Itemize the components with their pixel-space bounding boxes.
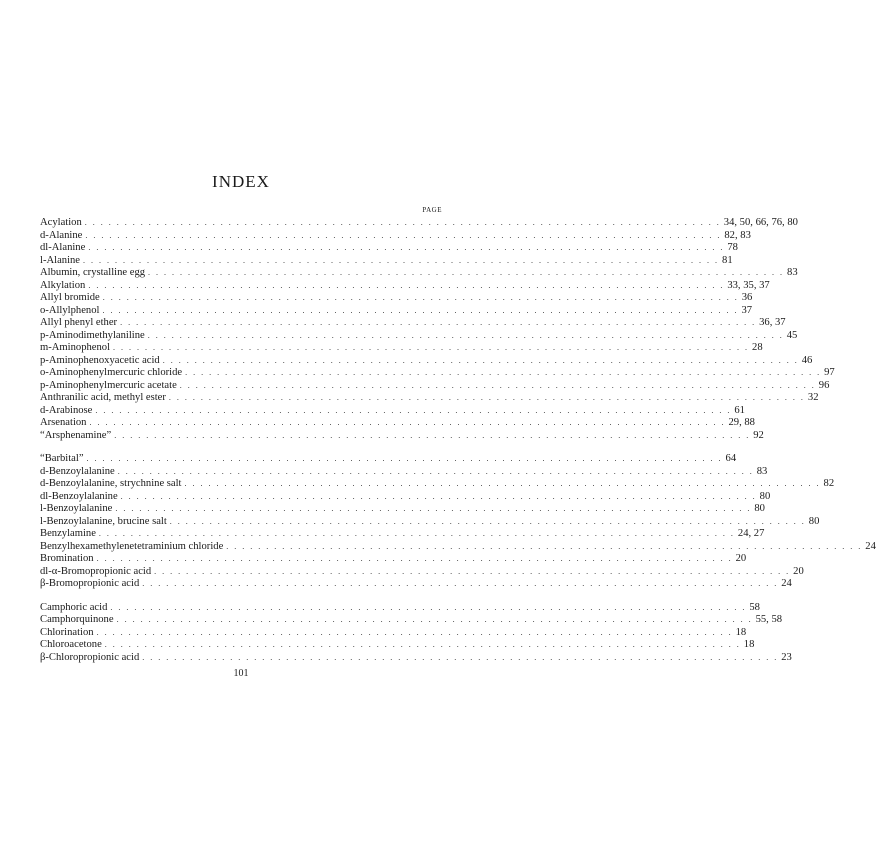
index-term: l-Benzoylalanine <box>40 503 113 514</box>
dot-leader: . . . . . . . . . . . . . . . . . . . . . . . . . . . . . . . . . . . . . . . . . . . . . . . . . . . . . . . . . . . . . . . . . . . . . . . . . . . . . . . . <box>179 380 816 390</box>
index-entry <box>40 242 738 255</box>
index-entry <box>40 417 755 430</box>
index-term: m-Aminophenol <box>40 342 111 353</box>
dot-leader: . . . . . . . . . . . . . . . . . . . . . . . . . . . . . . . . . . . . . . . . . . . . . . . . . . . . . . . . . . . . . . . . . . . . . . . . . . . . . . . . <box>83 255 720 265</box>
index-term: Anthranilic acid, methyl ester <box>40 392 166 403</box>
index-entries <box>40 217 876 664</box>
index-entry <box>40 565 804 579</box>
index-term: “Arsphenamine” <box>40 429 112 441</box>
dot-leader: . . . . . . . . . . . . . . . . . . . . . . . . . . . . . . . . . . . . . . . . . . . . . . . . . . . . . . . . . . . . . . . . . . . . . . . . . . . . . . . . <box>226 541 863 551</box>
index-entry <box>40 429 764 443</box>
index-entry <box>40 217 798 230</box>
dot-leader: . . . . . . . . . . . . . . . . . . . . . . . . . . . . . . . . . . . . . . . . . . . . . . . . . . . . . . . . . . . . . . . . . . . . . . . . . . . . . . . . <box>147 330 784 340</box>
index-term: Camphoric acid <box>40 601 108 613</box>
dot-leader: . . . . . . . . . . . . . . . . . . . . . . . . . . . . . . . . . . . . . . . . . . . . . . . . . . . . . . . . . . . . . . . . . . . . . . . . . . . . . . . . <box>110 602 747 612</box>
index-term: Allyl phenyl ether <box>40 317 118 328</box>
index-term: p-Aminodimethylaniline <box>40 329 145 341</box>
index-term: o-Allylphenol <box>40 304 100 316</box>
index-pages: 18 <box>743 639 755 650</box>
index-pages: 55, 58 <box>755 614 783 625</box>
dot-leader: . . . . . . . . . . . . . . . . . . . . . . . . . . . . . . . . . . . . . . . . . . . . . . . . . . . . . . . . . . . . . . . . . . . . . . . . . . . . . . . . <box>102 293 739 302</box>
index-group <box>40 217 835 442</box>
index-term: Arsenation <box>40 417 87 428</box>
index-entry <box>40 392 819 405</box>
index-entry <box>40 367 835 380</box>
index-entry <box>40 515 820 529</box>
dot-leader: . . . . . . . . . . . . . . . . . . . . . . . . . . . . . . . . . . . . . . . . . . . . . . . . . . . . . . . . . . . . . . . . . . . . . . . . . . . . . . . . <box>120 491 757 501</box>
index-pages: 24, 27 <box>737 528 765 539</box>
index-entry <box>40 578 792 591</box>
index-entry <box>40 490 771 504</box>
index-pages: 32 <box>807 392 819 403</box>
index-pages: 24 <box>865 540 876 552</box>
index-entry <box>40 478 835 491</box>
index-pages: 97 <box>824 367 835 378</box>
dot-leader: . . . . . . . . . . . . . . . . . . . . . . . . . . . . . . . . . . . . . . . . . . . . . . . . . . . . . . . . . . . . . . . . . . . . . . . . . . . . . . . . <box>142 652 779 662</box>
index-entry <box>40 267 798 280</box>
index-pages: 36, 37 <box>759 317 786 328</box>
index-term: d-Benzoylalanine, strychnine salt <box>40 478 182 489</box>
dot-leader: . . . . . . . . . . . . . . . . . . . . . . . . . . . . . . . . . . . . . . . . . . . . . . . . . . . . . . . . . . . . . . . . . . . . . . . . . . . . . . . . <box>116 615 753 624</box>
index-entry <box>40 292 753 305</box>
index-term: p-Aminophenoxyacetic acid <box>40 354 160 366</box>
dot-leader: . . . . . . . . . . . . . . . . . . . . . . . . . . . . . . . . . . . . . . . . . . . . . . . . . . . . . . . . . . . . . . . . . . . . . . . . . . . . . . . . <box>142 579 779 588</box>
dot-leader: . . . . . . . . . . . . . . . . . . . . . . . . . . . . . . . . . . . . . . . . . . . . . . . . . . . . . . . . . . . . . . . . . . . . . . . . . . . . . . . . <box>86 454 723 463</box>
dot-leader: . . . . . . . . . . . . . . . . . . . . . . . . . . . . . . . . . . . . . . . . . . . . . . . . . . . . . . . . . . . . . . . . . . . . . . . . . . . . . . . . <box>96 554 733 563</box>
index-term: Albumin, crystalline egg <box>40 267 146 278</box>
dot-leader: . . . . . . . . . . . . . . . . . . . . . . . . . . . . . . . . . . . . . . . . . . . . . . . . . . . . . . . . . . . . . . . . . . . . . . . . . . . . . . . . <box>120 318 757 327</box>
index-pages: 33, 35, 37 <box>727 279 770 291</box>
index-term: Camphorquinone <box>40 614 114 625</box>
index-term: Benzylamine <box>40 528 96 539</box>
index-term: l-Alanine <box>40 254 81 266</box>
index-term: β-Bromopropionic acid <box>40 578 140 589</box>
dot-leader: . . . . . . . . . . . . . . . . . . . . . . . . . . . . . . . . . . . . . . . . . . . . . . . . . . . . . . . . . . . . . . . . . . . . . . . . . . . . . . . . <box>154 566 791 576</box>
index-entry <box>40 354 813 368</box>
index-term: Acylation <box>40 217 82 228</box>
index-pages: 81 <box>722 254 733 266</box>
dot-leader: . . . . . . . . . . . . . . . . . . . . . . . . . . . . . . . . . . . . . . . . . . . . . . . . . . . . . . . . . . . . . . . . . . . . . . . . . . . . . . . . <box>169 516 806 526</box>
dot-leader: . . . . . . . . . . . . . . . . . . . . . . . . . . . . . . . . . . . . . . . . . . . . . . . . . . . . . . . . . . . . . . . . . . . . . . . . . . . . . . . . <box>84 218 721 227</box>
index-pages: 28 <box>752 342 763 353</box>
page-column-label: PAGE <box>422 206 442 214</box>
index-pages: 82, 83 <box>724 229 751 241</box>
index-entry <box>40 540 876 554</box>
index-entry <box>40 465 768 479</box>
index-entry <box>40 404 745 418</box>
index-pages: 80 <box>808 515 820 527</box>
index-pages: 18 <box>735 626 747 638</box>
index-pages: 80 <box>759 490 771 502</box>
dot-leader: . . . . . . . . . . . . . . . . . . . . . . . . . . . . . . . . . . . . . . . . . . . . . . . . . . . . . . . . . . . . . . . . . . . . . . . . . . . . . . . . <box>96 627 733 637</box>
index-term: Bromination <box>40 553 94 564</box>
index-term: Allyl bromide <box>40 292 100 303</box>
index-group <box>40 601 792 665</box>
dot-leader: . . . . . . . . . . . . . . . . . . . . . . . . . . . . . . . . . . . . . . . . . . . . . . . . . . . . . . . . . . . . . . . . . . . . . . . . . . . . . . . . <box>185 368 822 377</box>
page-number: 101 <box>233 668 249 679</box>
dot-leader: . . . . . . . . . . . . . . . . . . . . . . . . . . . . . . . . . . . . . . . . . . . . . . . . . . . . . . . . . . . . . . . . . . . . . . . . . . . . . . . . <box>95 405 732 415</box>
index-pages: 37 <box>741 304 753 316</box>
dot-leader: . . . . . . . . . . . . . . . . . . . . . . . . . . . . . . . . . . . . . . . . . . . . . . . . . . . . . . . . . . . . . . . . . . . . . . . . . . . . . . . . <box>104 640 741 649</box>
index-group <box>40 453 876 591</box>
index-term: dl-Benzoylalanine <box>40 490 118 502</box>
index-term: dl-Alanine <box>40 242 86 253</box>
index-term: Chloroacetone <box>40 639 102 650</box>
index-term: dl-α-Bromopropionic acid <box>40 565 152 577</box>
dot-leader: . . . . . . . . . . . . . . . . . . . . . . . . . . . . . . . . . . . . . . . . . . . . . . . . . . . . . . . . . . . . . . . . . . . . . . . . . . . . . . . . <box>148 268 785 277</box>
index-pages: 78 <box>727 242 738 253</box>
index-pages: 92 <box>753 429 764 441</box>
index-entry <box>40 329 798 343</box>
dot-leader: . . . . . . . . . . . . . . . . . . . . . . . . . . . . . . . . . . . . . . . . . . . . . . . . . . . . . . . . . . . . . . . . . . . . . . . . . . . . . . . . <box>102 305 739 315</box>
dot-leader: . . . . . . . . . . . . . . . . . . . . . . . . . . . . . . . . . . . . . . . . . . . . . . . . . . . . . . . . . . . . . . . . . . . . . . . . . . . . . . . . <box>88 243 725 252</box>
index-pages: 80 <box>754 503 765 514</box>
index-pages: 23 <box>781 651 792 663</box>
index-entry <box>40 614 783 627</box>
index-page <box>40 172 876 679</box>
index-term: β-Chloropropionic acid <box>40 651 140 663</box>
index-entry <box>40 503 765 516</box>
dot-leader: . . . . . . . . . . . . . . . . . . . . . . . . . . . . . . . . . . . . . . . . . . . . . . . . . . . . . . . . . . . . . . . . . . . . . . . . . . . . . . . . <box>113 343 750 352</box>
dot-leader: . . . . . . . . . . . . . . . . . . . . . . . . . . . . . . . . . . . . . . . . . . . . . . . . . . . . . . . . . . . . . . . . . . . . . . . . . . . . . . . . <box>98 529 735 538</box>
index-pages: 34, 50, 66, 76, 80 <box>723 217 798 228</box>
index-entry <box>40 304 753 318</box>
index-entry <box>40 379 830 393</box>
index-term: Chlorination <box>40 626 94 638</box>
dot-leader: . . . . . . . . . . . . . . . . . . . . . . . . . . . . . . . . . . . . . . . . . . . . . . . . . . . . . . . . . . . . . . . . . . . . . . . . . . . . . . . . <box>184 479 821 488</box>
index-term: Alkylation <box>40 279 86 291</box>
index-term: d-Benzoylalanine <box>40 465 115 477</box>
index-term: “Barbital” <box>40 453 84 464</box>
index-entry <box>40 626 747 640</box>
index-entry <box>40 601 760 615</box>
index-pages: 96 <box>818 379 830 391</box>
index-entry <box>40 254 733 268</box>
index-term: d-Alanine <box>40 229 83 241</box>
index-pages: 83 <box>787 267 798 278</box>
index-entry <box>40 229 751 243</box>
index-entry <box>40 342 763 355</box>
dot-leader: . . . . . . . . . . . . . . . . . . . . . . . . . . . . . . . . . . . . . . . . . . . . . . . . . . . . . . . . . . . . . . . . . . . . . . . . . . . . . . . . <box>89 418 726 427</box>
index-pages: 24 <box>781 578 792 589</box>
index-term: l-Benzoylalanine, brucine salt <box>40 515 167 527</box>
index-pages: 58 <box>749 601 760 613</box>
index-pages: 82 <box>823 478 835 489</box>
index-pages: 83 <box>756 465 768 477</box>
index-term: Benzylhexamethylenetetraminium chloride <box>40 540 224 552</box>
index-entry <box>40 651 792 665</box>
index-term: o-Aminophenylmercuric chloride <box>40 367 183 378</box>
index-pages: 45 <box>786 329 798 341</box>
dot-leader: . . . . . . . . . . . . . . . . . . . . . . . . . . . . . . . . . . . . . . . . . . . . . . . . . . . . . . . . . . . . . . . . . . . . . . . . . . . . . . . . <box>168 393 805 402</box>
index-pages: 20 <box>735 553 747 564</box>
index-pages: 29, 88 <box>728 417 755 428</box>
page-title: INDEX <box>212 172 270 191</box>
index-pages: 61 <box>734 404 745 416</box>
index-entry <box>40 639 755 652</box>
index-entry <box>40 279 770 293</box>
index-entry <box>40 553 747 566</box>
index-term: p-Aminophenylmercuric acetate <box>40 379 177 391</box>
index-pages: 46 <box>801 354 813 366</box>
index-pages: 36 <box>741 292 753 303</box>
dot-leader: . . . . . . . . . . . . . . . . . . . . . . . . . . . . . . . . . . . . . . . . . . . . . . . . . . . . . . . . . . . . . . . . . . . . . . . . . . . . . . . . <box>88 280 725 290</box>
dot-leader: . . . . . . . . . . . . . . . . . . . . . . . . . . . . . . . . . . . . . . . . . . . . . . . . . . . . . . . . . . . . . . . . . . . . . . . . . . . . . . . . <box>162 355 799 365</box>
dot-leader: . . . . . . . . . . . . . . . . . . . . . . . . . . . . . . . . . . . . . . . . . . . . . . . . . . . . . . . . . . . . . . . . . . . . . . . . . . . . . . . . <box>117 466 754 476</box>
index-pages: 20 <box>793 565 804 577</box>
index-entry <box>40 453 737 466</box>
dot-leader: . . . . . . . . . . . . . . . . . . . . . . . . . . . . . . . . . . . . . . . . . . . . . . . . . . . . . . . . . . . . . . . . . . . . . . . . . . . . . . . . <box>85 230 722 240</box>
index-term: d-Arabinose <box>40 404 93 416</box>
index-entry <box>40 528 765 541</box>
index-entry <box>40 317 786 330</box>
index-pages: 64 <box>725 453 737 464</box>
dot-leader: . . . . . . . . . . . . . . . . . . . . . . . . . . . . . . . . . . . . . . . . . . . . . . . . . . . . . . . . . . . . . . . . . . . . . . . . . . . . . . . . <box>114 430 751 440</box>
dot-leader: . . . . . . . . . . . . . . . . . . . . . . . . . . . . . . . . . . . . . . . . . . . . . . . . . . . . . . . . . . . . . . . . . . . . . . . . . . . . . . . . <box>115 504 752 513</box>
